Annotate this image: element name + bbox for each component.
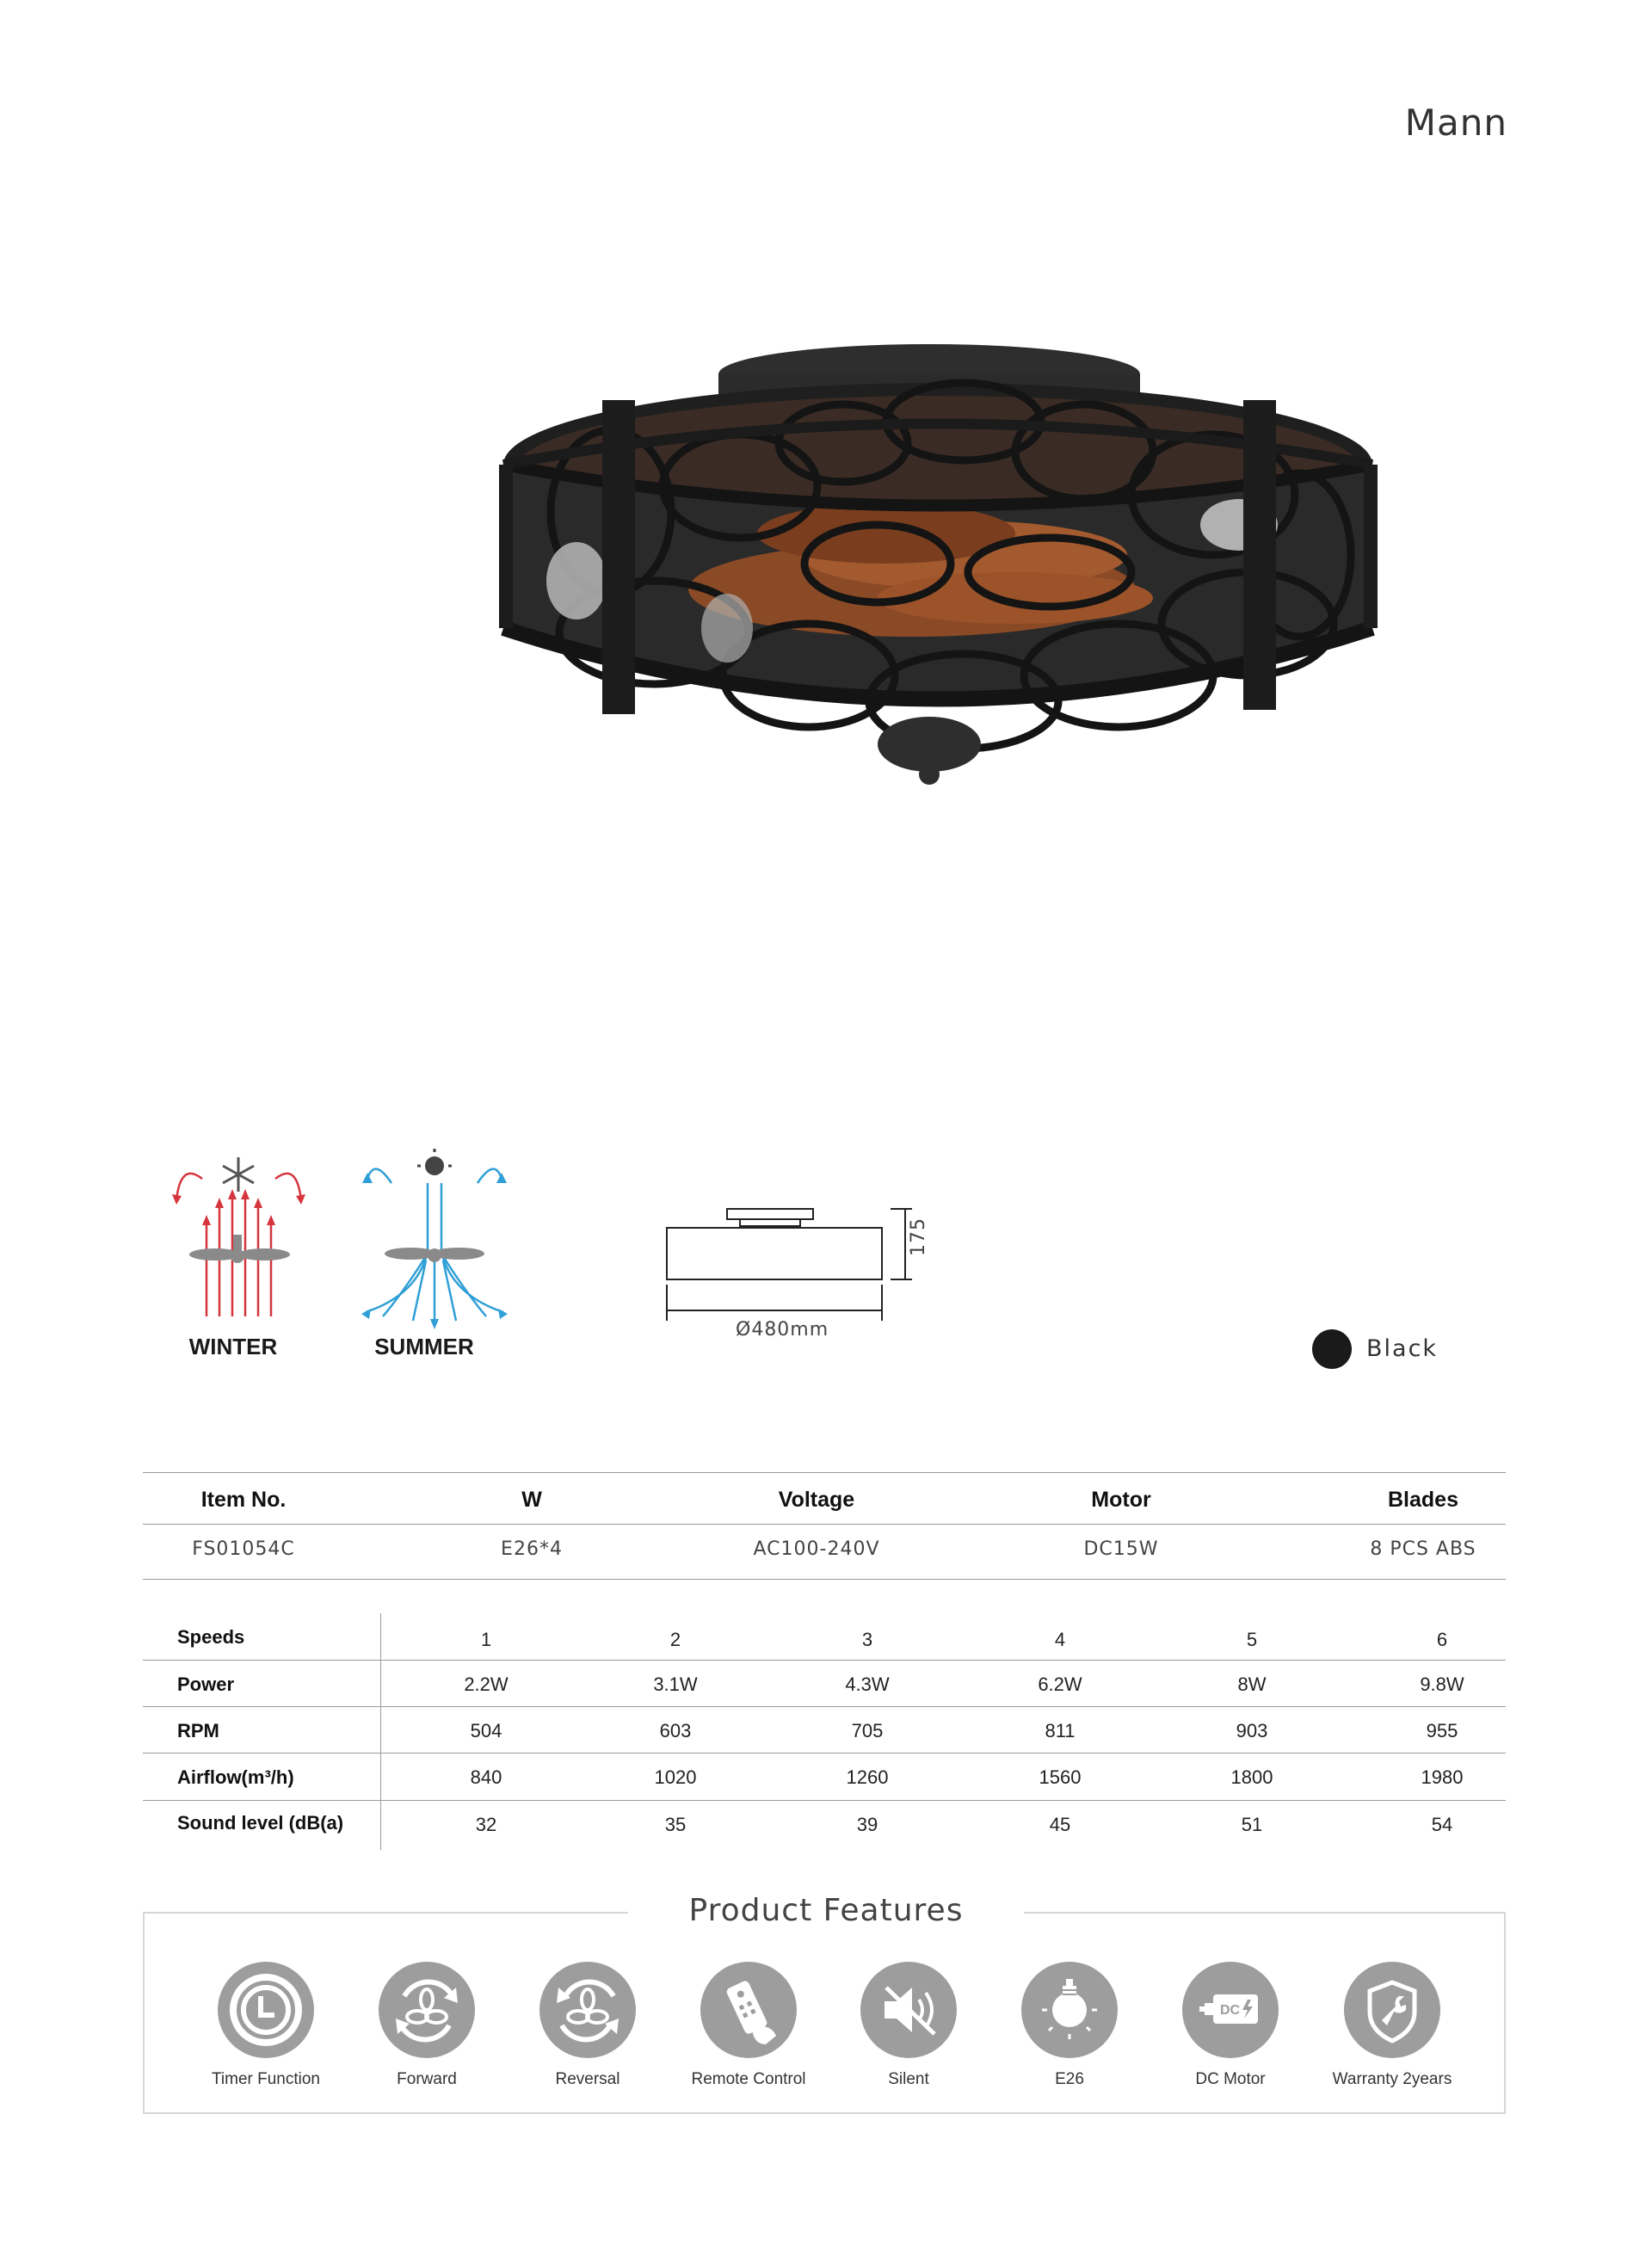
spec-value-w: E26*4 xyxy=(501,1538,563,1560)
spec-value-blades: 8 PCS ABS xyxy=(1370,1538,1476,1560)
speed-header: 2 xyxy=(669,1629,681,1650)
spec-header-blades: Blades xyxy=(1388,1488,1458,1512)
model-name: Mann xyxy=(1404,102,1507,144)
table-cell: 840 xyxy=(470,1766,502,1788)
finish-name: Black xyxy=(1366,1335,1439,1362)
summer-label: SUMMER xyxy=(374,1334,474,1359)
sun-icon xyxy=(417,1149,452,1175)
warranty-icon xyxy=(1344,1962,1440,2058)
feature-label: Timer Function xyxy=(212,2070,320,2088)
dimension-drawing xyxy=(654,1200,921,1325)
row-label-sound: Sound level (dB(a) xyxy=(177,1812,344,1834)
forward-icon xyxy=(379,1962,475,2058)
spec-header-voltage: Voltage xyxy=(778,1488,855,1512)
feature-label: DC Motor xyxy=(1195,2070,1266,2088)
timer-icon xyxy=(218,1962,314,2058)
feature-label: Forward xyxy=(397,2070,457,2088)
feature-label: E26 xyxy=(1055,2070,1084,2088)
performance-table xyxy=(143,1613,1506,1850)
table-cell: 1800 xyxy=(1230,1766,1273,1788)
summer-airflow-icon xyxy=(357,1149,512,1329)
spec-value-motor: DC15W xyxy=(1083,1538,1159,1560)
speed-header: 6 xyxy=(1436,1629,1448,1650)
row-label-airflow: Airflow(m³/h) xyxy=(177,1766,294,1788)
speeds-label: Speeds xyxy=(177,1626,245,1648)
feature-remote xyxy=(667,1962,830,2089)
table-cell: 2.2W xyxy=(464,1674,509,1695)
diameter-label: Ø480mm xyxy=(736,1319,829,1341)
spec-header-item-no: Item No. xyxy=(200,1488,287,1512)
feature-label: Silent xyxy=(888,2070,929,2088)
feature-dc-motor xyxy=(1149,1962,1312,2089)
table-cell: 504 xyxy=(470,1720,502,1741)
table-cell: 8W xyxy=(1237,1674,1267,1695)
speed-header: 4 xyxy=(1054,1629,1066,1650)
row-label-power: Power xyxy=(177,1674,235,1695)
speed-header: 5 xyxy=(1246,1629,1258,1650)
table-cell: 45 xyxy=(1049,1814,1071,1835)
spec-header-w: W xyxy=(521,1488,542,1512)
feature-forward xyxy=(345,1962,509,2089)
table-cell: 4.3W xyxy=(845,1674,890,1695)
svg-text:DC: DC xyxy=(1220,2003,1241,2018)
spec-value-item-no: FS01054C xyxy=(192,1538,295,1560)
table-cell: 1020 xyxy=(654,1766,697,1788)
feature-label: Warranty 2years xyxy=(1332,2070,1452,2088)
reversal-icon xyxy=(539,1962,636,2058)
table-cell: 9.8W xyxy=(1420,1674,1464,1695)
table-cell: 6.2W xyxy=(1038,1674,1082,1695)
snowflake-icon xyxy=(223,1157,254,1192)
features-title: Product Features xyxy=(628,1893,1024,1928)
dc-motor-icon xyxy=(1182,1962,1279,2058)
table-cell: 903 xyxy=(1236,1720,1268,1741)
product-image xyxy=(482,340,1398,860)
finish-swatch xyxy=(1312,1329,1352,1369)
table-cell: 705 xyxy=(851,1720,884,1741)
spec-header-motor: Motor xyxy=(1091,1488,1151,1512)
table-cell: 603 xyxy=(659,1720,692,1741)
row-label-rpm: RPM xyxy=(177,1720,219,1741)
winter-label: WINTER xyxy=(188,1334,278,1359)
table-cell: 1560 xyxy=(1039,1766,1082,1788)
table-cell: 1260 xyxy=(846,1766,889,1788)
table-cell: 39 xyxy=(856,1814,878,1835)
height-label: 175 xyxy=(908,1217,929,1256)
silent-icon xyxy=(860,1962,957,2058)
table-cell: 32 xyxy=(475,1814,497,1835)
feature-timer xyxy=(184,1962,348,2089)
bulb-icon xyxy=(1021,1962,1118,2058)
table-cell: 3.1W xyxy=(653,1674,698,1695)
feature-warranty xyxy=(1310,1962,1474,2089)
table-cell: 811 xyxy=(1045,1720,1076,1741)
table-cell: 51 xyxy=(1241,1814,1263,1835)
feature-reversal xyxy=(506,1962,669,2089)
table-cell: 1980 xyxy=(1421,1766,1464,1788)
feature-silent xyxy=(827,1962,990,2089)
table-cell: 955 xyxy=(1426,1720,1458,1741)
spec-value-voltage: AC100-240V xyxy=(753,1538,880,1560)
table-cell: 54 xyxy=(1431,1814,1453,1835)
speed-header: 3 xyxy=(861,1629,873,1650)
speed-header: 1 xyxy=(480,1629,492,1650)
winter-airflow-icon xyxy=(168,1153,310,1334)
feature-label: Reversal xyxy=(555,2070,620,2088)
feature-label: Remote Control xyxy=(691,2070,806,2088)
feature-e26 xyxy=(988,1962,1151,2089)
remote-control-icon xyxy=(700,1962,797,2058)
table-cell: 35 xyxy=(664,1814,687,1835)
